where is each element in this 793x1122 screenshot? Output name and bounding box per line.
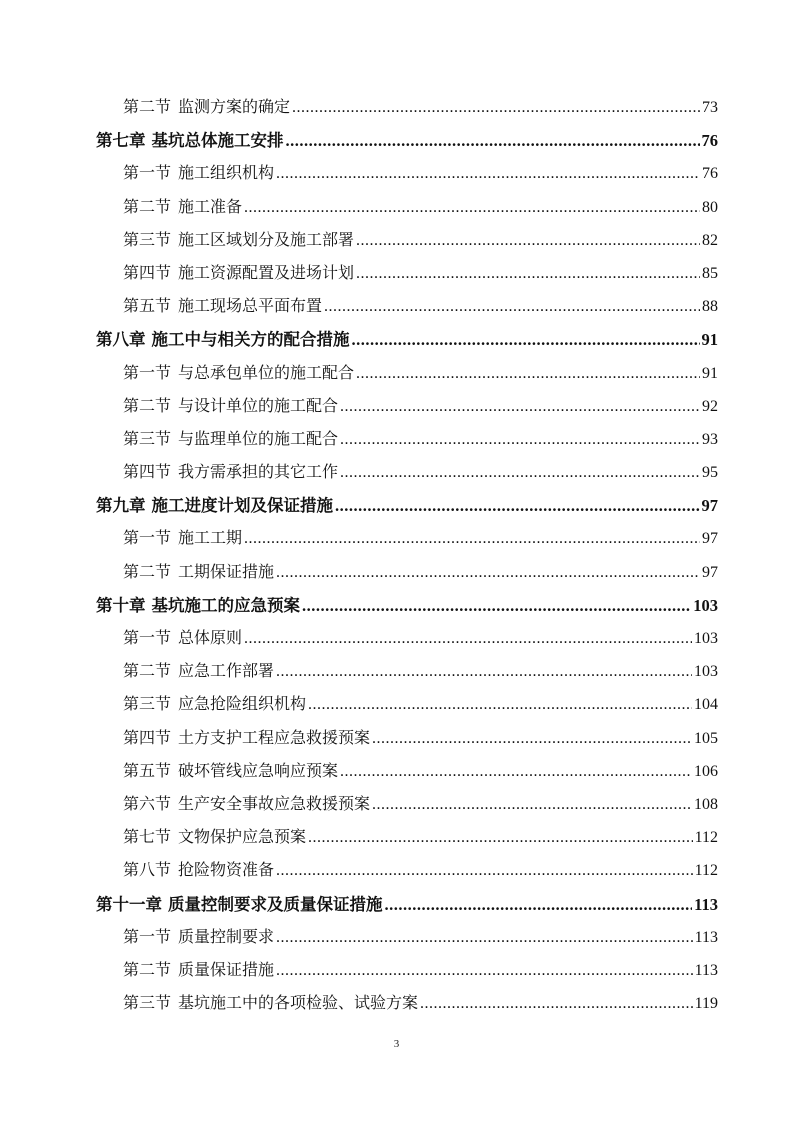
section-title: 总体原则	[178, 630, 243, 647]
page-ref: 112	[694, 862, 718, 880]
chapter-title: 基坑总体施工安排	[151, 131, 284, 151]
dot-leader	[420, 987, 693, 1020]
section-number: 第一节	[123, 630, 172, 647]
page-ref: 95	[702, 464, 718, 482]
toc-section-entry[interactable]	[96, 921, 718, 954]
toc-section-entry[interactable]	[96, 622, 718, 655]
section-title: 我方需承担的其它工作	[178, 464, 339, 482]
dot-leader	[308, 821, 693, 854]
dot-leader	[335, 489, 700, 522]
dot-leader	[356, 357, 700, 390]
section-number: 第五节	[123, 762, 172, 780]
dot-leader	[276, 854, 693, 887]
chapter-number: 第九章	[96, 496, 146, 516]
page-ref: 76	[702, 165, 718, 183]
dot-leader	[356, 257, 700, 290]
toc-section-entry[interactable]	[96, 556, 718, 589]
page-ref: 108	[694, 795, 718, 813]
section-number: 第一节	[123, 928, 172, 946]
chapter-title: 基坑施工的应急预案	[151, 595, 300, 615]
section-number: 第三节	[123, 231, 172, 249]
section-title: 施工现场总平面布置	[178, 298, 323, 316]
dot-leader	[244, 622, 692, 655]
section-title: 施工准备	[178, 198, 243, 216]
dot-leader	[244, 191, 700, 224]
section-title: 施工区域划分及施工部署	[178, 231, 355, 249]
section-title: 与总承包单位的施工配合	[178, 364, 355, 382]
dot-leader	[276, 921, 693, 954]
chapter-number: 第十一章	[96, 894, 162, 914]
dot-leader	[372, 722, 692, 755]
section-number: 第四节	[123, 729, 172, 747]
chapter-number: 第八章	[96, 330, 146, 350]
page-ref: 85	[702, 264, 718, 282]
page-ref: 91	[702, 364, 718, 382]
toc-section-entry[interactable]	[96, 755, 718, 788]
toc-section-entry[interactable]	[96, 191, 718, 224]
section-title: 抢险物资准备	[178, 862, 275, 880]
page-ref: 73	[702, 99, 718, 116]
section-number: 第一节	[123, 165, 172, 183]
chapter-number: 第十章	[96, 595, 146, 615]
section-number: 第五节	[123, 298, 172, 316]
page-ref: 82	[702, 231, 718, 249]
toc-section-entry[interactable]	[96, 722, 718, 755]
page-ref: 103	[693, 595, 718, 615]
section-title: 质量保证措施	[178, 961, 275, 979]
dot-leader	[276, 556, 700, 589]
section-title: 质量控制要求	[178, 928, 275, 946]
dot-leader	[276, 157, 700, 190]
toc-section-entry[interactable]	[96, 821, 718, 854]
toc-section-entry[interactable]	[96, 157, 718, 190]
page-ref: 113	[694, 961, 718, 979]
section-number: 第三节	[123, 696, 172, 714]
page-ref: 76	[701, 131, 718, 151]
page-number: 3	[393, 1038, 400, 1050]
toc-section-entry[interactable]	[96, 688, 718, 721]
page-ref: 80	[702, 198, 718, 216]
page-ref: 103	[694, 630, 718, 647]
page-ref: 91	[701, 330, 718, 350]
dot-leader	[340, 755, 692, 788]
dot-leader	[340, 423, 700, 456]
section-title: 应急工作部署	[178, 663, 275, 681]
dot-leader	[276, 655, 692, 688]
dot-leader	[372, 788, 692, 821]
section-number: 第三节	[123, 995, 172, 1013]
dot-leader	[292, 91, 700, 124]
page-ref: 105	[694, 729, 718, 747]
dot-leader	[385, 888, 693, 921]
section-title: 破坏管线应急响应预案	[178, 762, 339, 780]
dot-leader	[324, 290, 700, 323]
toc-chapter-entry[interactable]	[96, 124, 718, 157]
section-title: 施工组织机构	[178, 165, 275, 183]
toc-section-entry[interactable]	[96, 954, 718, 987]
dot-leader	[352, 323, 700, 356]
dot-leader	[302, 589, 691, 622]
section-title: 施工资源配置及进场计划	[178, 264, 355, 282]
section-number: 第四节	[123, 264, 172, 282]
page-ref: 97	[701, 496, 718, 516]
dot-leader	[244, 522, 700, 555]
page-ref: 119	[694, 995, 718, 1013]
page-ref: 112	[694, 829, 718, 847]
section-number: 第一节	[123, 364, 172, 382]
toc-section-entry[interactable]	[96, 522, 718, 555]
toc-section-entry[interactable]	[96, 854, 718, 887]
section-title: 施工工期	[178, 530, 243, 548]
section-title: 应急抢险组织机构	[178, 696, 307, 714]
toc-section-entry[interactable]	[96, 224, 718, 257]
section-title: 土方支护工程应急救援预案	[178, 729, 371, 747]
section-number: 第二节	[123, 198, 172, 216]
section-number: 第二节	[123, 397, 172, 415]
section-title: 与监理单位的施工配合	[178, 430, 339, 448]
page-ref: 97	[702, 563, 718, 581]
page-ref: 97	[702, 530, 718, 548]
section-number: 第二节	[123, 99, 172, 116]
section-title: 生产安全事故应急救援预案	[178, 795, 371, 813]
chapter-title: 施工中与相关方的配合措施	[151, 330, 350, 350]
toc-section-entry[interactable]	[96, 91, 718, 124]
toc-section-entry[interactable]	[96, 390, 718, 423]
toc-chapter-entry[interactable]	[96, 589, 718, 622]
page-ref: 93	[702, 430, 718, 448]
page-ref: 103	[694, 663, 718, 681]
section-title: 基坑施工中的各项检验、试验方案	[178, 995, 419, 1013]
section-title: 与设计单位的施工配合	[178, 397, 339, 415]
section-number: 第八节	[123, 862, 172, 880]
page-ref: 113	[694, 894, 718, 914]
toc-section-entry[interactable]	[96, 456, 718, 489]
dot-leader	[308, 688, 692, 721]
dot-leader	[286, 124, 700, 157]
section-number: 第三节	[123, 430, 172, 448]
section-number: 第七节	[123, 829, 172, 847]
dot-leader	[356, 224, 700, 257]
toc-section-entry[interactable]	[96, 987, 718, 1020]
chapter-title: 施工进度计划及保证措施	[151, 496, 333, 516]
section-number: 第六节	[123, 795, 172, 813]
section-title: 工期保证措施	[178, 563, 275, 581]
chapter-title: 质量控制要求及质量保证措施	[168, 894, 383, 914]
dot-leader	[340, 456, 700, 489]
toc-section-entry[interactable]	[96, 788, 718, 821]
page-ref: 92	[702, 397, 718, 415]
section-number: 第二节	[123, 563, 172, 581]
section-number: 第二节	[123, 961, 172, 979]
section-title: 文物保护应急预案	[178, 829, 307, 847]
toc-section-entry[interactable]	[96, 655, 718, 688]
toc-section-entry[interactable]	[96, 290, 718, 323]
toc-chapter-entry[interactable]	[96, 888, 718, 921]
toc-section-entry[interactable]	[96, 423, 718, 456]
toc-chapter-entry[interactable]	[96, 489, 718, 522]
page-ref: 88	[702, 298, 718, 316]
page-ref: 104	[694, 696, 718, 714]
section-number: 第四节	[123, 464, 172, 482]
toc-section-entry[interactable]	[96, 257, 718, 290]
page-ref: 113	[694, 928, 718, 946]
toc-section-entry[interactable]	[96, 357, 718, 390]
table-of-contents	[96, 91, 718, 1020]
section-number: 第二节	[123, 663, 172, 681]
chapter-number: 第七章	[96, 131, 146, 151]
dot-leader	[276, 954, 693, 987]
page-ref: 106	[694, 762, 718, 780]
dot-leader	[340, 390, 700, 423]
section-title: 监测方案的确定	[178, 99, 291, 116]
section-number: 第一节	[123, 530, 172, 548]
toc-chapter-entry[interactable]	[96, 323, 718, 356]
